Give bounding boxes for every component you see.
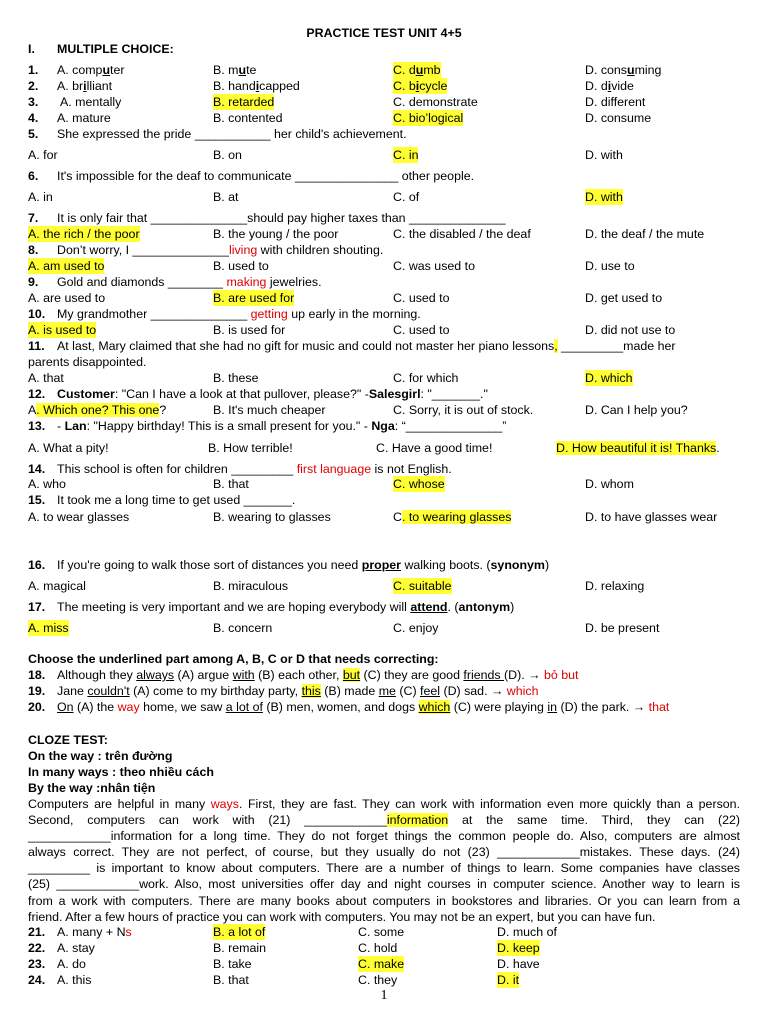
arrow-icon: →: [632, 700, 646, 714]
option-a[interactable]: A. mentally: [60, 95, 122, 109]
question-5-options: [0, 147, 768, 163]
question-6-stem: 6. It's impossible for the deaf to communicate _______________ other people.: [28, 169, 475, 183]
option-c-answer[interactable]: C. bio’logical: [393, 111, 464, 125]
option-d[interactable]: D. be present: [585, 621, 660, 635]
option-b-answer[interactable]: B. are used for: [213, 291, 295, 305]
question-5-stem: 5. She expressed the pride ___________ her child's achievement.: [28, 127, 407, 141]
page-number: 1: [380, 988, 388, 1003]
option-a[interactable]: A. in: [28, 190, 53, 204]
cloze-note-3: By the way :nhân tiện: [28, 781, 156, 795]
question-23: 23. A. do B. take C. make D. have: [28, 957, 540, 971]
cloze-note-1: On the way : trên đường: [28, 749, 173, 763]
option-d[interactable]: D. the deaf / the mute: [585, 227, 705, 241]
question-11-options: [0, 370, 768, 386]
option-c-answer[interactable]: C. bicycle: [393, 79, 448, 93]
option-a-answer[interactable]: A. is used to: [28, 323, 97, 337]
option-a[interactable]: A. that: [28, 371, 64, 385]
section-heading-correction: Choose the underlined part among A, B, C or D that needs correcting:: [28, 652, 439, 666]
option-a-answer[interactable]: A. am used to: [28, 259, 105, 273]
option-c-answer[interactable]: C. whose: [393, 477, 445, 491]
option-a-answer[interactable]: A. Which one? This one?: [28, 403, 167, 417]
option-a[interactable]: A. stay: [57, 941, 95, 955]
option-b[interactable]: B. at: [213, 190, 239, 204]
option-a[interactable]: A. do: [57, 957, 86, 971]
option-b[interactable]: B. that: [213, 477, 249, 491]
option-b[interactable]: B. concern: [213, 621, 273, 635]
option-c-answer[interactable]: C. dumb: [393, 63, 441, 77]
option-d-answer[interactable]: D. it: [497, 973, 520, 987]
cloze-passage: Computers are helpful in many ways. First, they are fast. They can work with information even more quickly than a person. Second, computers can work with (21) ____________information at the same time. Third, they can (22) ____________information for a long time. They do not forget things the common people do. Also, computers are almost always correct. They are not perfect, of course, but they usually do not (23) ____________mistakes. These days. (24) _________ is important to know about computers. There are a number of things to learn. Some companies have classes (25) ____________work. Also, most universities offer day and night courses in computer science. Another way to learn is from a work with computers. There are many books about computers in bookstores and libraries. Or you can learn from a friend. After a few hours of practice you can work with computers. You may not be an expert, but you can have fun.: [28, 797, 740, 924]
option-d-answer[interactable]: D. How beautiful it is! Thanks.: [556, 441, 720, 455]
option-d[interactable]: D. consume: [585, 111, 652, 125]
option-c[interactable]: C. hold: [358, 941, 398, 955]
option-d[interactable]: D. with: [585, 148, 623, 162]
option-d[interactable]: D. did not use to: [585, 323, 676, 337]
question-12-stem: 12. Customer: "Can I have a look at that pullover, please?" -Salesgirl: "_______.": [28, 387, 488, 401]
option-b[interactable]: B. It's much cheaper: [213, 403, 326, 417]
option-c[interactable]: C. demonstrate: [393, 95, 478, 109]
option-b[interactable]: B. on: [213, 148, 242, 162]
question-17-options: [0, 620, 768, 636]
question-13-stem: 13. - Lan: "Happy birthday! This is a small present for you." - Nga: “______________”: [28, 419, 507, 433]
question-15-options: [0, 509, 768, 525]
option-d[interactable]: D. much of: [497, 925, 557, 939]
question-9-options: [0, 290, 768, 306]
question-11-stem: 11. At last, Mary claimed that she had no gift for music and could not master her piano lessons, _________made her: [28, 339, 676, 353]
option-d[interactable]: D. whom: [585, 477, 634, 491]
question-12-options: [0, 402, 768, 418]
option-a[interactable]: A. who: [28, 477, 66, 491]
question-21: 21. A. many + Ns B. a lot of C. some D. much of: [28, 925, 557, 939]
option-d-answer[interactable]: D. keep: [497, 941, 540, 955]
option-a[interactable]: A. computer: [57, 63, 125, 77]
option-a[interactable]: A. for: [28, 148, 58, 162]
option-d[interactable]: D. get used to: [585, 291, 663, 305]
option-d-answer[interactable]: D. which: [585, 371, 633, 385]
question-22: 22. A. stay B. remain C. hold D. keep: [28, 941, 540, 955]
option-a-answer[interactable]: A. miss: [28, 621, 69, 635]
question-16-options: [0, 578, 768, 594]
option-b-answer[interactable]: B. retarded: [213, 95, 275, 109]
option-c-answer[interactable]: C. to wearing glasses: [393, 510, 512, 524]
option-d[interactable]: D. consuming: [585, 63, 662, 77]
option-b[interactable]: B. that: [213, 973, 249, 987]
section-heading: I. MULTIPLE CHOICE:: [28, 42, 174, 56]
question-8-options: [0, 258, 768, 274]
option-c[interactable]: C. enjoy: [393, 621, 439, 635]
option-d[interactable]: D. to have glasses wear: [585, 510, 718, 524]
question-20: 20. On (A) the way home, we saw a lot of (B) men, women, and dogs which (C) were playing in (D) the park. → that: [28, 700, 670, 714]
option-d[interactable]: D. different: [585, 95, 646, 109]
option-b[interactable]: B. remain: [213, 941, 267, 955]
option-c[interactable]: C. Sorry, it is out of stock.: [393, 403, 534, 417]
option-b[interactable]: B. the young / the poor: [213, 227, 339, 241]
option-c[interactable]: C. was used to: [393, 259, 475, 273]
option-b[interactable]: B. these: [213, 371, 259, 385]
question-24: 24. A. this B. that C. they D. it: [28, 973, 520, 987]
page-title: PRACTICE TEST UNIT 4+5: [306, 26, 462, 40]
option-b[interactable]: B. mute: [213, 63, 257, 77]
question-18: 18. Although they always (A) argue with (B) each other, but (C) they are good friends (D). → bỏ but: [28, 668, 579, 682]
option-b[interactable]: B. How terrible!: [208, 441, 293, 455]
option-d[interactable]: D. divide: [585, 79, 634, 93]
question-17-stem: 17. The meeting is very important and we are hoping everybody will attend. (antonym): [28, 600, 515, 614]
option-c-answer[interactable]: C. make: [358, 957, 405, 971]
question-7-options: [0, 226, 768, 242]
question-19: 19. Jane couldn't (A) come to my birthday party, this (B) made me (C) feel (D) sad. → which: [28, 684, 539, 698]
option-c-answer[interactable]: C. in: [393, 148, 419, 162]
option-b[interactable]: B. miraculous: [213, 579, 289, 593]
question-13-options: [0, 440, 768, 456]
option-b[interactable]: B. used to: [213, 259, 269, 273]
option-a[interactable]: A. mature: [57, 111, 111, 125]
option-c[interactable]: C. the disabled / the deaf: [393, 227, 531, 241]
option-b[interactable]: B. take: [213, 957, 252, 971]
option-b[interactable]: B. handicapped: [213, 79, 300, 93]
option-a[interactable]: A. many + Ns: [57, 925, 132, 939]
option-d[interactable]: D. use to: [585, 259, 635, 273]
option-a[interactable]: A. magical: [28, 579, 86, 593]
question-10-stem: 10. My grandmother ______________ getting up early in the morning.: [28, 307, 421, 321]
option-d[interactable]: D. relaxing: [585, 579, 645, 593]
option-a[interactable]: A. What a pity!: [28, 441, 109, 455]
option-a[interactable]: A. to wear glasses: [28, 510, 130, 524]
cloze-note-2: In many ways : theo nhiều cách: [28, 765, 214, 779]
option-c[interactable]: C. for which: [393, 371, 459, 385]
option-b-answer[interactable]: B. a lot of: [213, 925, 266, 939]
option-c[interactable]: C. of: [393, 190, 420, 204]
option-a[interactable]: A. are used to: [28, 291, 106, 305]
question-15-stem: 15. It took me a long time to get used _______.: [28, 493, 296, 507]
question-7-stem: 7. It is only fair that ______________should pay higher taxes than ______________: [28, 211, 506, 225]
question-14-options: [0, 476, 768, 492]
option-d[interactable]: D. Can I help you?: [585, 403, 688, 417]
option-a[interactable]: A. this: [57, 973, 92, 987]
option-d-answer[interactable]: D. with: [585, 190, 623, 204]
question-14-stem: 14. This school is often for children _________ first language is not English.: [28, 462, 452, 476]
option-c-answer[interactable]: C. suitable: [393, 579, 452, 593]
question-10-options: [0, 322, 768, 338]
option-c[interactable]: C. used to: [393, 291, 450, 305]
option-b[interactable]: B. wearing to glasses: [213, 510, 331, 524]
question-3: 3. A. mentally B. retarded C. demonstrate D. different: [28, 95, 646, 109]
question-11-stem-cont: parents disappointed.: [28, 355, 147, 369]
question-8-stem: 8. Don’t worry, I ______________living with children shouting.: [28, 243, 384, 257]
option-c[interactable]: C. they: [358, 973, 398, 987]
option-c[interactable]: C. some: [358, 925, 405, 939]
question-2: 2. A. brilliant B. handicapped C. bicycle D. divide: [28, 79, 634, 93]
arrow-icon: →: [490, 684, 504, 698]
option-b[interactable]: B. is used for: [213, 323, 286, 337]
arrow-icon: →: [528, 668, 541, 682]
option-b[interactable]: B. contented: [213, 111, 283, 125]
option-a[interactable]: A. brilliant: [57, 79, 113, 93]
question-6-options: [0, 189, 768, 205]
option-a-answer[interactable]: A. the rich / the poor: [28, 227, 140, 241]
question-4: 4. A. mature B. contented C. bio’logical D. consume: [28, 111, 652, 125]
question-16-stem: 16. If you're going to walk those sort of distances you need proper walking boots. (synonym): [28, 558, 550, 572]
option-c[interactable]: C. Have a good time!: [376, 441, 493, 455]
option-d[interactable]: D. have: [497, 957, 540, 971]
option-c[interactable]: C. used to: [393, 323, 450, 337]
question-9-stem: 9. Gold and diamonds ________ making jewelries.: [28, 275, 322, 289]
question-1: 1. A. computer B. mute C. dumb D. consuming: [28, 63, 662, 77]
cloze-heading: CLOZE TEST:: [28, 733, 108, 747]
